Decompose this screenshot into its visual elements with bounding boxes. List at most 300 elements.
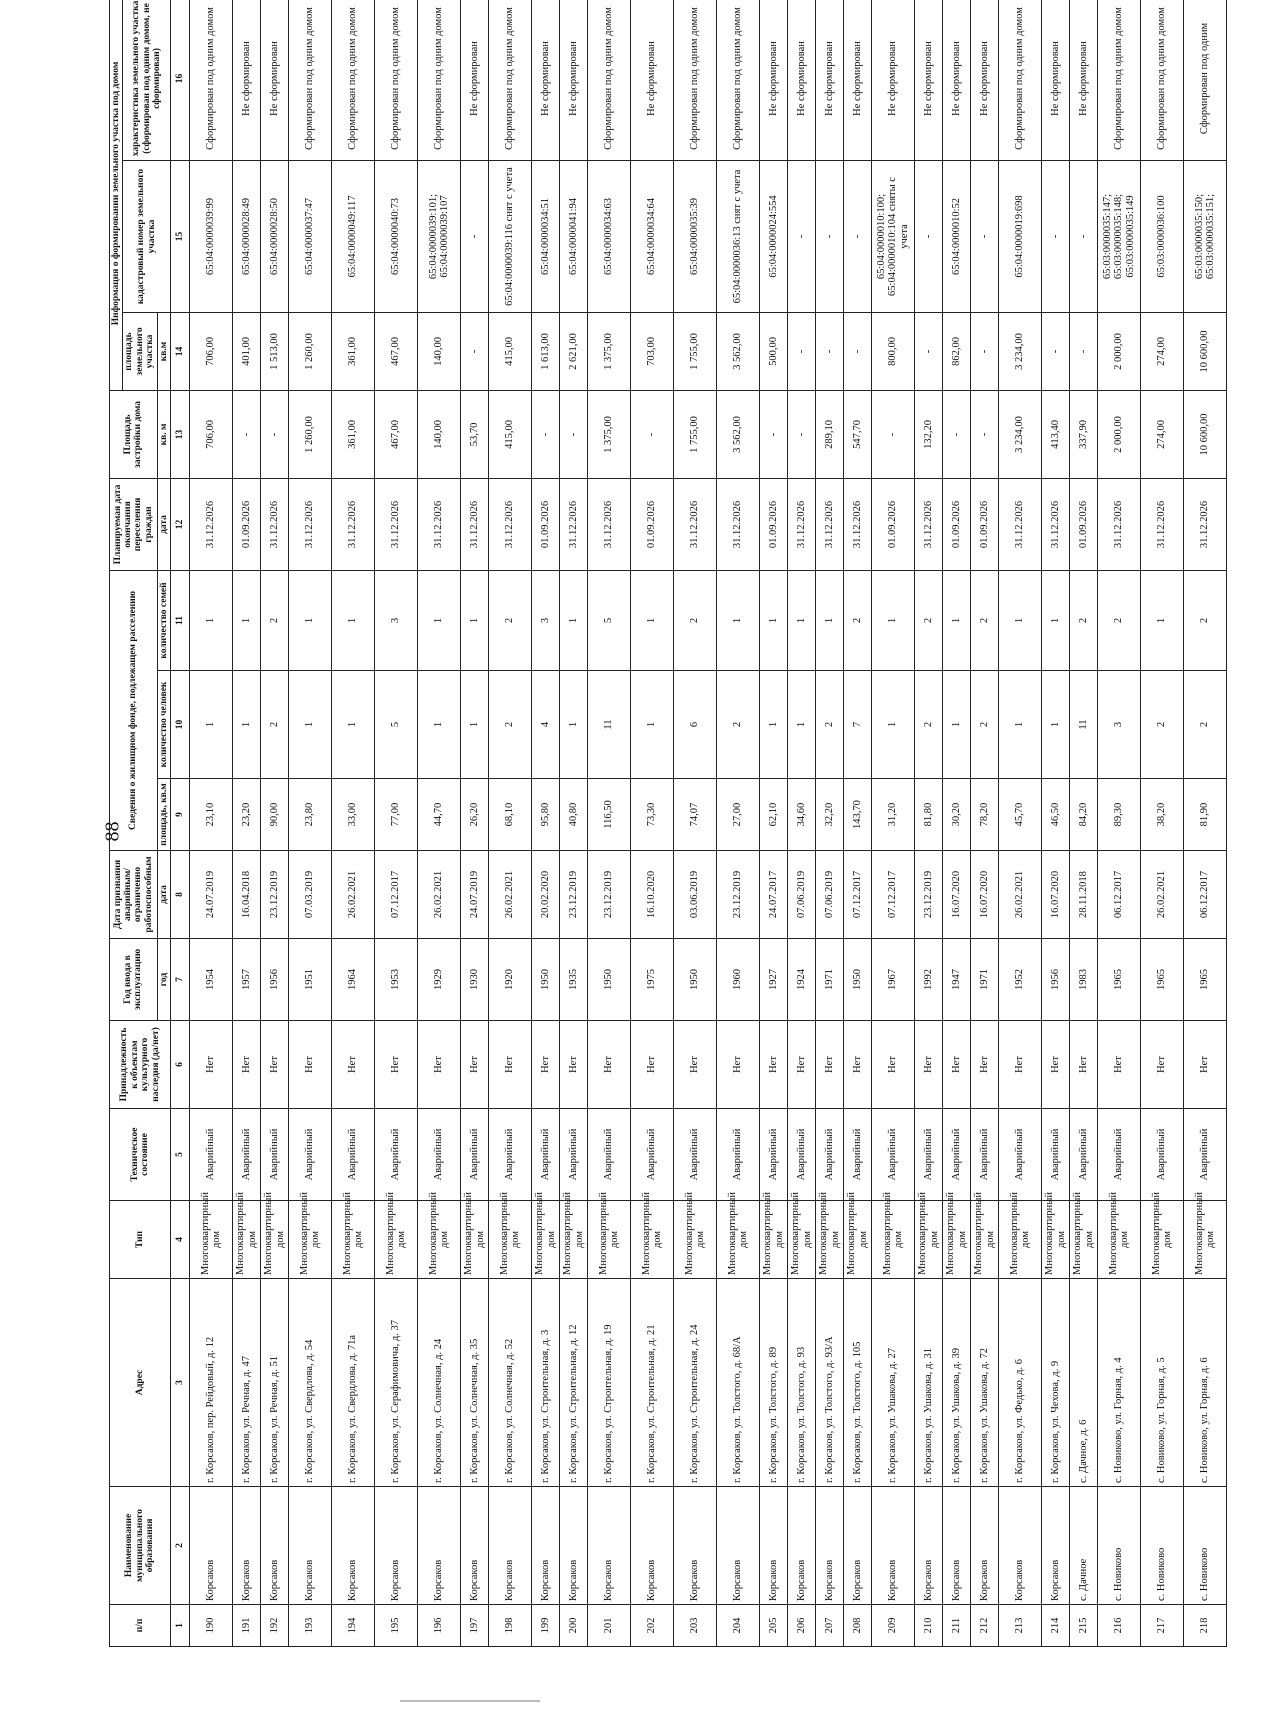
cell-type: Многоквартирный дом (375, 1201, 418, 1279)
cell-address: г. Корсаков, ул. Ушакова, д. 27 (872, 1279, 915, 1487)
cell-recog-date: 06.12.2017 (1098, 851, 1141, 939)
cell-mo: Корсаков (717, 1487, 760, 1605)
cell-area: 77,00 (375, 779, 418, 851)
cell-recog-date: 26.02.2021 (1141, 851, 1184, 939)
cell-cadastral: - (971, 160, 999, 312)
cell-type: Многоквартирный дом (816, 1201, 844, 1279)
cell-num: 211 (943, 1605, 971, 1647)
cell-culture: Нет (588, 1021, 631, 1109)
cell-land-area: 706,00 (190, 312, 233, 390)
table-row (631, 0, 674, 1647)
cell-people: 1 (943, 671, 971, 779)
header-character: характеристика земельного участка (сформирован под одним домом, не сформирован) (123, 0, 171, 160)
column-index-cell: 11 (171, 570, 190, 670)
table-row (461, 0, 489, 1647)
cell-type: Многоквартирный дом (1141, 1201, 1184, 1279)
cell-tech: Аварийный (233, 1109, 261, 1201)
cell-build-area: 1 755,00 (674, 390, 717, 478)
cell-build-area: 3 234,00 (999, 390, 1042, 478)
cell-cadastral: 65:04:0000049:117 (332, 160, 375, 312)
cell-land-area: 10 600,00 (1184, 312, 1227, 390)
cell-plan-date: 01.09.2026 (872, 478, 915, 570)
cell-area: 68,10 (489, 779, 532, 851)
cell-tech: Аварийный (1141, 1109, 1184, 1201)
cell-culture: Нет (489, 1021, 532, 1109)
cell-tech: Аварийный (674, 1109, 717, 1201)
cell-character: Сформирован под одним домом (1141, 0, 1184, 160)
cell-num: 216 (1098, 1605, 1141, 1647)
cell-culture: Нет (915, 1021, 943, 1109)
cell-type: Многоквартирный дом (532, 1201, 560, 1279)
cell-build-area: 547,70 (844, 390, 872, 478)
cell-culture: Нет (816, 1021, 844, 1109)
cell-area: 45,70 (999, 779, 1042, 851)
cell-cadastral: 65:04:0000039:101; 65:04:0000039:107 (418, 160, 461, 312)
cell-plan-date: 01.09.2026 (760, 478, 788, 570)
cell-address: г. Корсаков, пер. Рейдовый, д. 12 (190, 1279, 233, 1487)
column-index-cell: 13 (171, 390, 190, 478)
table-row (375, 0, 418, 1647)
cell-families: 1 (1042, 570, 1070, 670)
cell-culture: Нет (674, 1021, 717, 1109)
cell-people: 5 (375, 671, 418, 779)
cell-land-area: - (816, 312, 844, 390)
cell-area: 40,80 (560, 779, 588, 851)
cell-families: 2 (1098, 570, 1141, 670)
cell-character: Сформирован под одним (1184, 0, 1227, 160)
cell-cadastral: 65:04:0000040:73 (375, 160, 418, 312)
header-h-area: площадь, кв.м (157, 779, 170, 851)
cell-plan-date: 31.12.2026 (418, 478, 461, 570)
cell-character: Сформирован под одним домом (375, 0, 418, 160)
header-land-group: Информация о формировании земельного участка под домом (110, 0, 123, 390)
cell-mo: Корсаков (631, 1487, 674, 1605)
cell-character: Не сформирован (560, 0, 588, 160)
cell-culture: Нет (1184, 1021, 1227, 1109)
cell-year: 1964 (332, 939, 375, 1021)
cell-area: 34,60 (788, 779, 816, 851)
cell-address: г. Корсаков, ул. Толстого, д. 89 (760, 1279, 788, 1487)
cell-build-area: 706,00 (190, 390, 233, 478)
table-row (418, 0, 461, 1647)
cell-plan-date: 31.12.2026 (1184, 478, 1227, 570)
cell-families: 1 (788, 570, 816, 670)
cell-mo: Корсаков (915, 1487, 943, 1605)
cell-area: 38,20 (1141, 779, 1184, 851)
cell-type: Многоквартирный дом (588, 1201, 631, 1279)
cell-people: 3 (1098, 671, 1141, 779)
table-row (760, 0, 788, 1647)
cell-year: 1930 (461, 939, 489, 1021)
cell-recog-date: 03.06.2019 (674, 851, 717, 939)
cell-num: 210 (915, 1605, 943, 1647)
cell-character: Не сформирован (760, 0, 788, 160)
cell-area: 74,07 (674, 779, 717, 851)
cell-tech: Аварийный (461, 1109, 489, 1201)
cell-mo: Корсаков (289, 1487, 332, 1605)
cell-num: 202 (631, 1605, 674, 1647)
cell-num: 193 (289, 1605, 332, 1647)
cell-num: 203 (674, 1605, 717, 1647)
cell-land-area: - (1042, 312, 1070, 390)
cell-cadastral: 65:04:0000028:49 (233, 160, 261, 312)
cell-culture: Нет (631, 1021, 674, 1109)
cell-tech: Аварийный (816, 1109, 844, 1201)
cell-address: г. Корсаков, ул. Толстого, д. 93 (788, 1279, 816, 1487)
cell-land-area: 800,00 (872, 312, 915, 390)
cell-num: 218 (1184, 1605, 1227, 1647)
table-row (588, 0, 631, 1647)
cell-plan-date: 31.12.2026 (999, 478, 1042, 570)
cell-character: Не сформирован (971, 0, 999, 160)
cell-families: 2 (489, 570, 532, 670)
cell-culture: Нет (418, 1021, 461, 1109)
cell-type: Многоквартирный дом (872, 1201, 915, 1279)
cell-area: 31,20 (872, 779, 915, 851)
cell-culture: Нет (289, 1021, 332, 1109)
cell-address: г. Корсаков, ул. Толстого, д. 68/А (717, 1279, 760, 1487)
cell-plan-date: 31.12.2026 (289, 478, 332, 570)
column-index-row (171, 0, 190, 1647)
cell-year: 1965 (1141, 939, 1184, 1021)
cell-num: 195 (375, 1605, 418, 1647)
column-index-cell: 14 (171, 312, 190, 390)
cell-num: 191 (233, 1605, 261, 1647)
cell-area: 33,00 (332, 779, 375, 851)
cell-land-area: - (788, 312, 816, 390)
table-header (110, 0, 190, 1647)
cell-tech: Аварийный (560, 1109, 588, 1201)
cell-culture: Нет (971, 1021, 999, 1109)
cell-people: 11 (588, 671, 631, 779)
cell-num: 208 (844, 1605, 872, 1647)
header-plan: дата (157, 478, 170, 570)
cell-character: Не сформирован (1070, 0, 1098, 160)
cell-type: Многоквартирный дом (190, 1201, 233, 1279)
cell-cadastral: - (788, 160, 816, 312)
cell-people: 1 (1042, 671, 1070, 779)
cell-type: Многоквартирный дом (332, 1201, 375, 1279)
cell-type: Многоквартирный дом (261, 1201, 289, 1279)
cell-tech: Аварийный (489, 1109, 532, 1201)
cell-culture: Нет (1141, 1021, 1184, 1109)
cell-families: 2 (1184, 570, 1227, 670)
cell-type: Многоквартирный дом (560, 1201, 588, 1279)
cell-year: 1971 (816, 939, 844, 1021)
cell-address: г. Корсаков, ул. Солнечная, д. 24 (418, 1279, 461, 1487)
cell-recog-date: 16.10.2020 (631, 851, 674, 939)
scan-artifact (400, 1700, 540, 1702)
cell-area: 78,20 (971, 779, 999, 851)
cell-tech: Аварийный (332, 1109, 375, 1201)
header-plan-group: Планируемая дата окончания переселения граждан (110, 478, 158, 570)
table-row (560, 0, 588, 1647)
cell-recog-date: 16.07.2020 (971, 851, 999, 939)
cell-build-area: - (760, 390, 788, 478)
column-index-cell: 3 (171, 1279, 190, 1487)
cell-character: Не сформирован (461, 0, 489, 160)
header-recog-group: Дата признания аварийным/ограниченно работоспособным (110, 851, 158, 939)
cell-num: 217 (1141, 1605, 1184, 1647)
cell-land-area: 140,00 (418, 312, 461, 390)
cell-tech: Аварийный (375, 1109, 418, 1201)
cell-plan-date: 01.09.2026 (631, 478, 674, 570)
rotated-page (109, 0, 1269, 1647)
cell-mo: Корсаков (943, 1487, 971, 1605)
cell-recog-date: 23.12.2019 (717, 851, 760, 939)
cell-families: 1 (332, 570, 375, 670)
cell-mo: Корсаков (999, 1487, 1042, 1605)
cell-land-area: 862,00 (943, 312, 971, 390)
cell-land-area: - (844, 312, 872, 390)
cell-address: г. Корсаков, ул. Строительная, д. 24 (674, 1279, 717, 1487)
table-row (844, 0, 872, 1647)
cell-year: 1950 (844, 939, 872, 1021)
cell-build-area: 53,70 (461, 390, 489, 478)
cell-address: г. Корсаков, ул. Ушакова, д. 39 (943, 1279, 971, 1487)
cell-address: г. Корсаков, ул. Толстого, д. 93/А (816, 1279, 844, 1487)
cell-character: Сформирован под одним домом (489, 0, 532, 160)
cell-year: 1950 (532, 939, 560, 1021)
cell-land-area: 1 513,00 (261, 312, 289, 390)
column-index-cell: 1 (171, 1605, 190, 1647)
column-index-cell: 10 (171, 671, 190, 779)
cell-character: Сформирован под одним домом (418, 0, 461, 160)
cell-recog-date: 07.03.2019 (289, 851, 332, 939)
cell-type: Многоквартирный дом (844, 1201, 872, 1279)
header-num: п/п (110, 1605, 171, 1647)
cell-plan-date: 31.12.2026 (489, 478, 532, 570)
cell-culture: Нет (999, 1021, 1042, 1109)
cell-tech: Аварийный (261, 1109, 289, 1201)
cell-mo: Корсаков (788, 1487, 816, 1605)
header-tech: Техническое состояние (110, 1109, 171, 1201)
cell-tech: Аварийный (1184, 1109, 1227, 1201)
cell-land-area: 1 755,00 (674, 312, 717, 390)
cell-culture: Нет (375, 1021, 418, 1109)
cell-land-area: 1 260,00 (289, 312, 332, 390)
cell-address: г. Корсаков, ул. Солнечная, д. 35 (461, 1279, 489, 1487)
cell-num: 198 (489, 1605, 532, 1647)
cell-plan-date: 01.09.2026 (943, 478, 971, 570)
cell-type: Многоквартирный дом (971, 1201, 999, 1279)
cell-build-area: 361,00 (332, 390, 375, 478)
cell-culture: Нет (717, 1021, 760, 1109)
cell-families: 1 (717, 570, 760, 670)
cell-num: 206 (788, 1605, 816, 1647)
cell-area: 23,10 (190, 779, 233, 851)
cell-area: 143,70 (844, 779, 872, 851)
cell-plan-date: 31.12.2026 (190, 478, 233, 570)
cell-tech: Аварийный (844, 1109, 872, 1201)
cell-character: Не сформирован (233, 0, 261, 160)
cell-character: Не сформирован (631, 0, 674, 160)
cell-people: 1 (560, 671, 588, 779)
cell-address: г. Корсаков, ул. Строительная, д. 21 (631, 1279, 674, 1487)
cell-mo: с. Новиково (1098, 1487, 1141, 1605)
cell-tech: Аварийный (717, 1109, 760, 1201)
header-h-people: количество человек (157, 671, 170, 779)
header-type: Тип (110, 1201, 171, 1279)
header-address: Адрес (110, 1279, 171, 1487)
cell-num: 215 (1070, 1605, 1098, 1647)
cell-area: 62,10 (760, 779, 788, 851)
cell-recog-date: 28.11.2018 (1070, 851, 1098, 939)
cell-culture: Нет (1098, 1021, 1141, 1109)
cell-cadastral: 65:04:0000028:50 (261, 160, 289, 312)
cell-culture: Нет (1042, 1021, 1070, 1109)
cell-tech: Аварийный (943, 1109, 971, 1201)
cell-cadastral: 65:04:0000034:64 (631, 160, 674, 312)
cell-people: 2 (816, 671, 844, 779)
cell-recog-date: 06.12.2017 (1184, 851, 1227, 939)
cell-cadastral: 65:04:0000039:116 снят с учета (489, 160, 532, 312)
cell-people: 1 (332, 671, 375, 779)
cell-plan-date: 31.12.2026 (588, 478, 631, 570)
cell-area: 73,30 (631, 779, 674, 851)
cell-people: 1 (190, 671, 233, 779)
cell-culture: Нет (943, 1021, 971, 1109)
cell-mo: Корсаков (418, 1487, 461, 1605)
cell-type: Многоквартирный дом (1098, 1201, 1141, 1279)
cell-mo: Корсаков (844, 1487, 872, 1605)
cell-type: Многоквартирный дом (489, 1201, 532, 1279)
cell-plan-date: 31.12.2026 (375, 478, 418, 570)
cell-type: Многоквартирный дом (418, 1201, 461, 1279)
cell-character: Не сформирован (788, 0, 816, 160)
cell-tech: Аварийный (872, 1109, 915, 1201)
table-row (261, 0, 289, 1647)
cell-area: 95,80 (532, 779, 560, 851)
cell-year: 1992 (915, 939, 943, 1021)
cell-character: Сформирован под одним домом (674, 0, 717, 160)
cell-area: 32,20 (816, 779, 844, 851)
cell-area: 90,00 (261, 779, 289, 851)
cell-land-area: 401,00 (233, 312, 261, 390)
cell-cadastral: - (915, 160, 943, 312)
cell-families: 3 (532, 570, 560, 670)
cell-area: 26,20 (461, 779, 489, 851)
cell-type: Многоквартирный дом (631, 1201, 674, 1279)
header-year: год (157, 939, 170, 1021)
cell-area: 81,90 (1184, 779, 1227, 851)
cell-land-area: 467,00 (375, 312, 418, 390)
cell-families: 1 (999, 570, 1042, 670)
cell-plan-date: 31.12.2026 (461, 478, 489, 570)
cell-cadastral: 65:04:0000041:94 (560, 160, 588, 312)
cell-character: Сформирован под одним домом (332, 0, 375, 160)
cell-num: 209 (872, 1605, 915, 1647)
cell-address: г. Корсаков, ул. Строительная, д. 19 (588, 1279, 631, 1487)
cell-plan-date: 31.12.2026 (332, 478, 375, 570)
cell-plan-date: 01.09.2026 (233, 478, 261, 570)
cell-cadastral: 65:04:0000024:554 (760, 160, 788, 312)
cell-address: г. Корсаков, ул. Федько, д. 6 (999, 1279, 1042, 1487)
cell-cadastral: 65:04:0000019:698 (999, 160, 1042, 312)
cell-families: 1 (631, 570, 674, 670)
cell-people: 2 (261, 671, 289, 779)
header-culture: Принадлежность к объектам культурного наследия (да/нет) (110, 1021, 171, 1109)
cell-culture: Нет (560, 1021, 588, 1109)
cell-tech: Аварийный (190, 1109, 233, 1201)
table-row (190, 0, 233, 1647)
header-recog: дата (157, 851, 170, 939)
cell-recog-date: 07.12.2017 (844, 851, 872, 939)
cell-tech: Аварийный (418, 1109, 461, 1201)
cell-year: 1924 (788, 939, 816, 1021)
cell-cadastral: 65:04:0000036:13 снят с учета (717, 160, 760, 312)
cell-land-area: - (1070, 312, 1098, 390)
column-index-cell: 15 (171, 160, 190, 312)
cell-num: 201 (588, 1605, 631, 1647)
cell-recog-date: 07.06.2019 (788, 851, 816, 939)
cell-mo: Корсаков (588, 1487, 631, 1605)
cell-type: Многоквартирный дом (1070, 1201, 1098, 1279)
table-row (1184, 0, 1227, 1647)
cell-area: 30,20 (943, 779, 971, 851)
cell-plan-date: 31.12.2026 (261, 478, 289, 570)
cell-address: г. Корсаков, ул. Строительная, д. 3 (532, 1279, 560, 1487)
cell-character: Не сформирован (872, 0, 915, 160)
table-row (915, 0, 943, 1647)
cell-build-area: 413,40 (1042, 390, 1070, 478)
cell-culture: Нет (261, 1021, 289, 1109)
cell-land-area: 415,00 (489, 312, 532, 390)
cell-num: 207 (816, 1605, 844, 1647)
header-year-group: Год ввода в эксплуатацию (110, 939, 158, 1021)
cell-address: г. Корсаков, ул. Строительная, д. 12 (560, 1279, 588, 1487)
cell-families: 5 (588, 570, 631, 670)
cell-character: Сформирован под одним домом (190, 0, 233, 160)
cell-recog-date: 23.12.2019 (588, 851, 631, 939)
cell-mo: с. Дачное (1070, 1487, 1098, 1605)
cell-num: 212 (971, 1605, 999, 1647)
cell-recog-date: 16.07.2020 (943, 851, 971, 939)
cell-families: 1 (872, 570, 915, 670)
cell-num: 197 (461, 1605, 489, 1647)
cell-cadastral: - (844, 160, 872, 312)
cell-mo: с. Новиково (1184, 1487, 1227, 1605)
cell-land-area: 2 621,00 (560, 312, 588, 390)
cell-cadastral: 65:04:0000039:99 (190, 160, 233, 312)
cell-type: Многоквартирный дом (999, 1201, 1042, 1279)
cell-character: Не сформирован (816, 0, 844, 160)
page-number: 88 (101, 821, 124, 842)
cell-character: Не сформирован (844, 0, 872, 160)
cell-land-area: 361,00 (332, 312, 375, 390)
cell-year: 1953 (375, 939, 418, 1021)
column-index-cell: 7 (171, 939, 190, 1021)
cell-num: 205 (760, 1605, 788, 1647)
cell-recog-date: 23.12.2019 (560, 851, 588, 939)
cell-build-area: 415,00 (489, 390, 532, 478)
cell-land-area: 274,00 (1141, 312, 1184, 390)
cell-families: 2 (844, 570, 872, 670)
cell-recog-date: 24.07.2019 (461, 851, 489, 939)
cell-recog-date: 26.02.2021 (489, 851, 532, 939)
cell-people: 6 (674, 671, 717, 779)
cell-build-area: - (971, 390, 999, 478)
header-bld: кв. м (157, 390, 170, 478)
cell-cadastral: - (1070, 160, 1098, 312)
cell-mo: Корсаков (190, 1487, 233, 1605)
cell-type: Многоквартирный дом (289, 1201, 332, 1279)
cell-num: 204 (717, 1605, 760, 1647)
cell-build-area: - (261, 390, 289, 478)
cell-families: 1 (233, 570, 261, 670)
column-index-cell: 5 (171, 1109, 190, 1201)
cell-build-area: 289,10 (816, 390, 844, 478)
